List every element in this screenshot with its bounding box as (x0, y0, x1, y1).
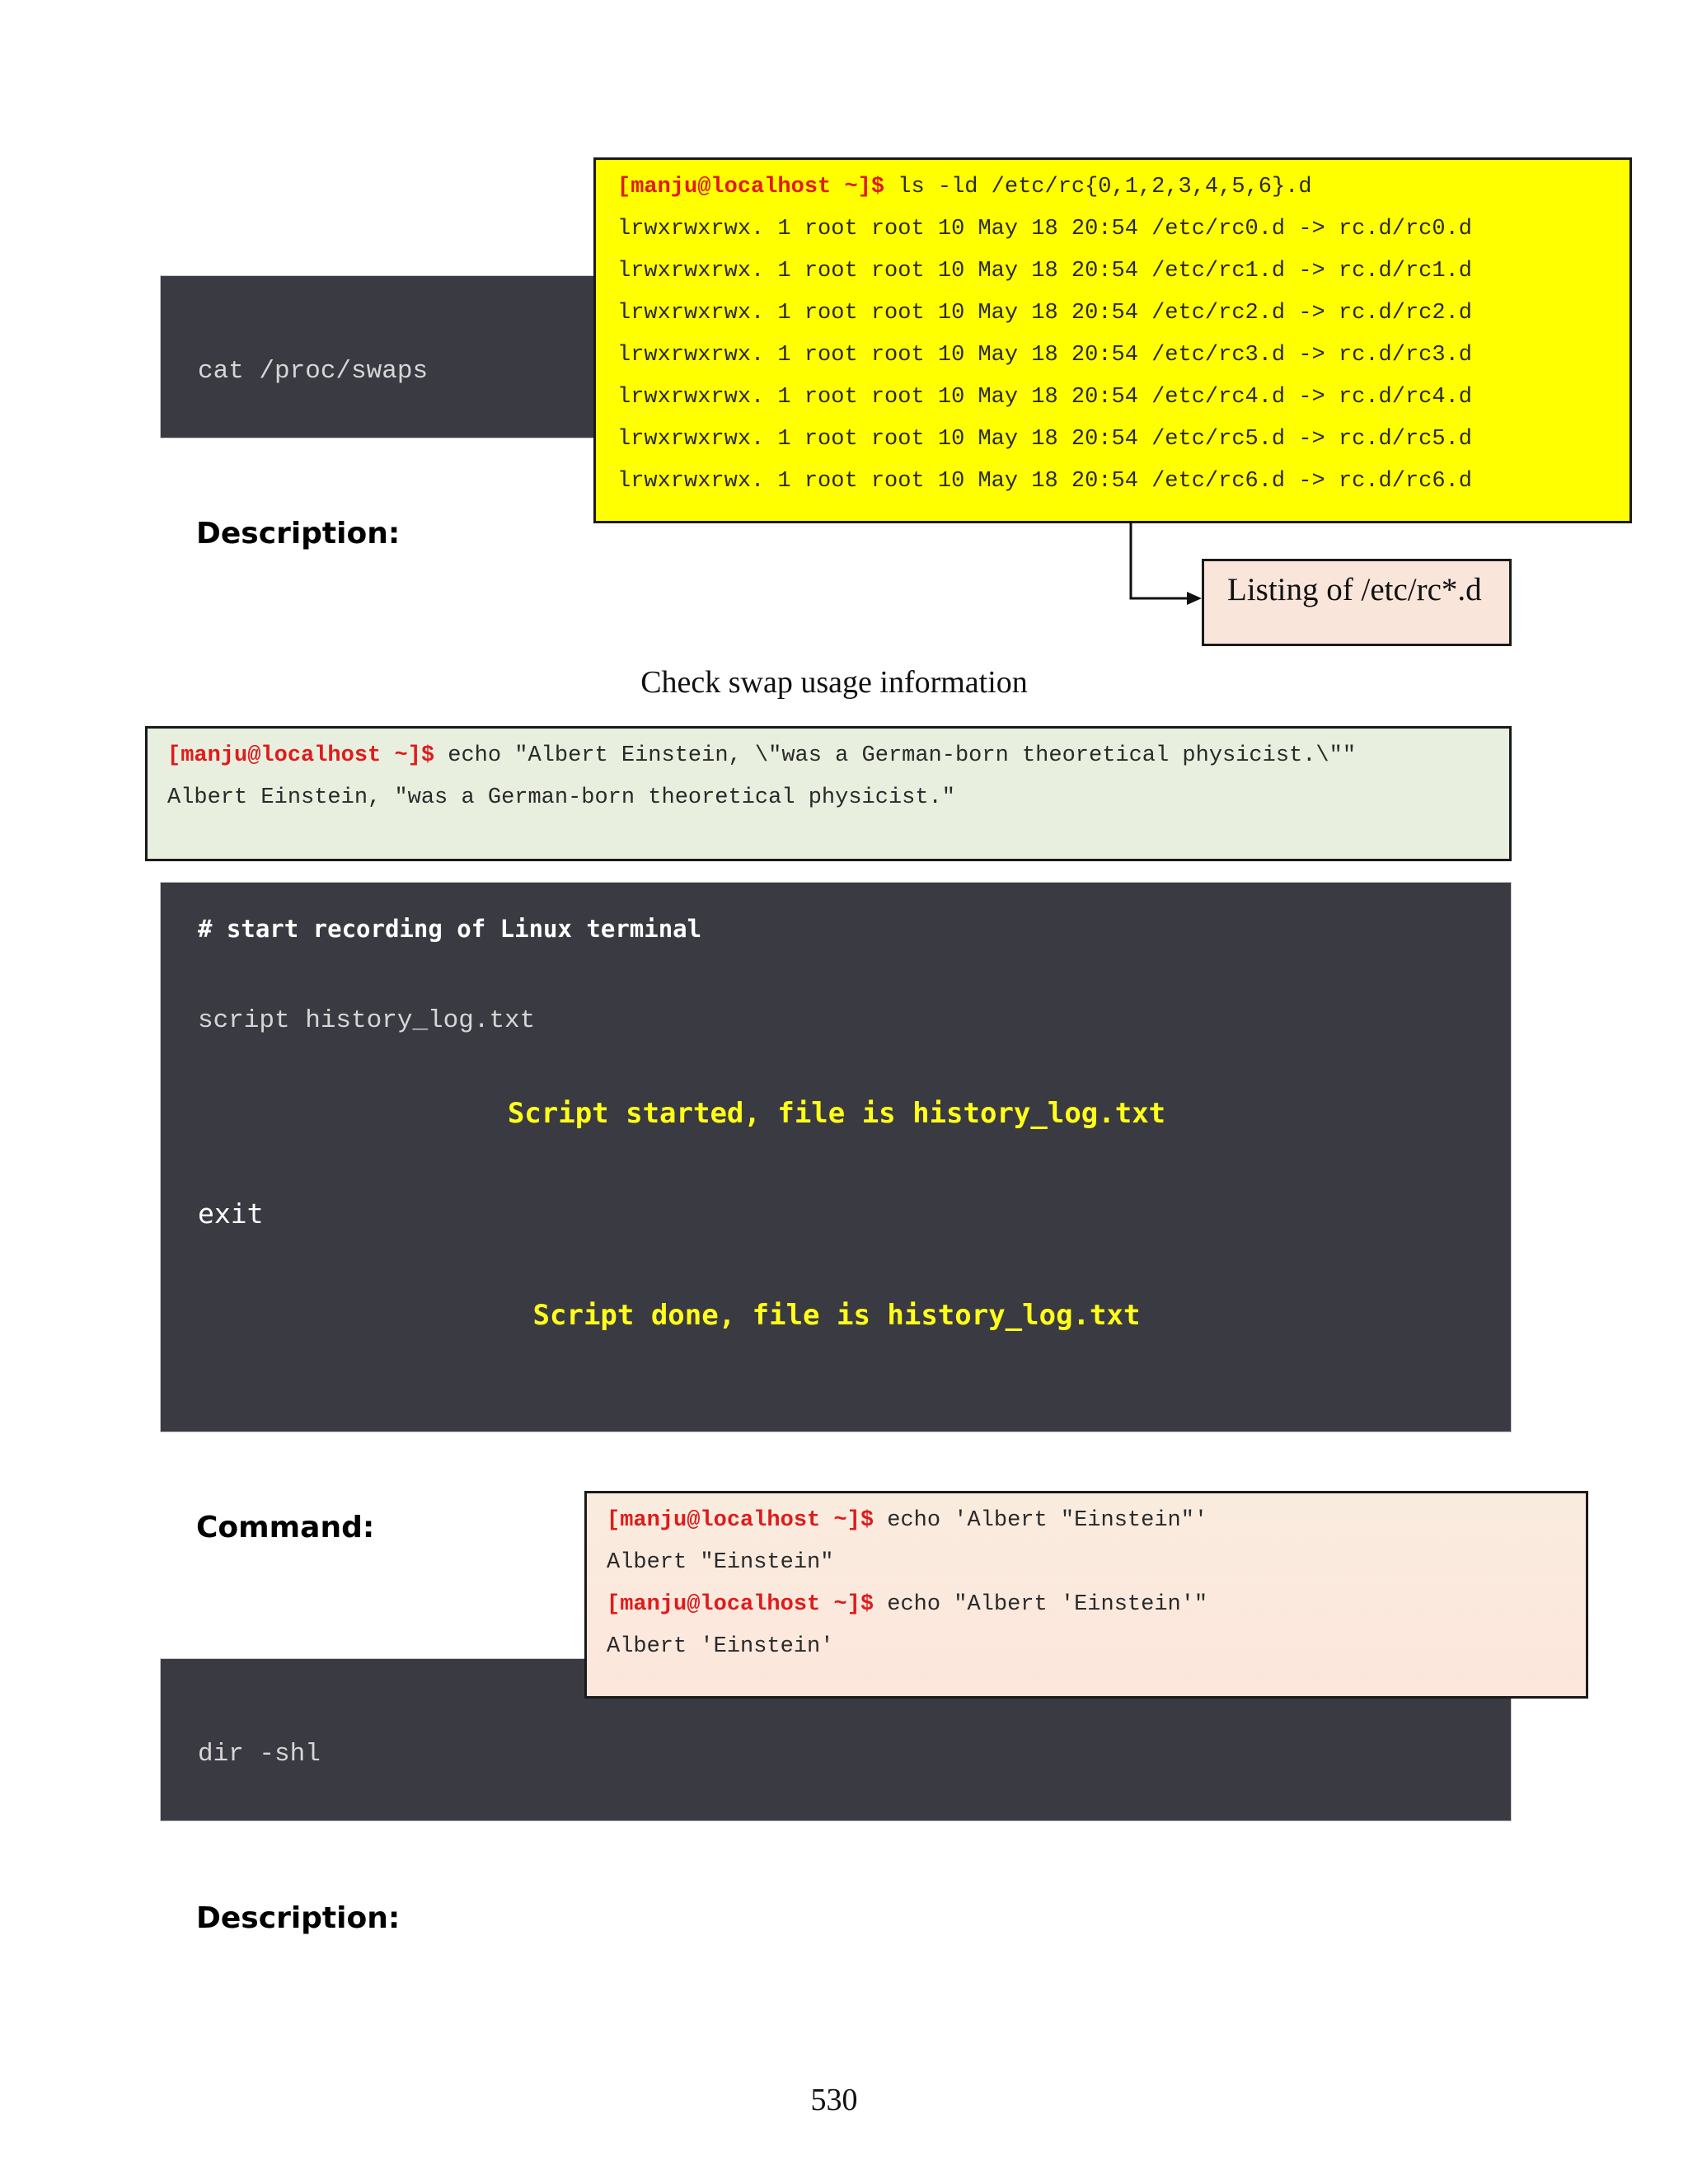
terminal-output-line: lrwxrwxrwx. 1 root root 10 May 18 20:54 /etc/rc6.d -> rc.d/rc6.d (617, 469, 1472, 494)
shell-prompt: [manju@localhost ~]$ (617, 175, 885, 199)
script-started-message: Script started, file is history_log.txt (507, 1097, 1166, 1130)
code-comment: # start recording of Linux terminal (198, 915, 702, 943)
shell-prompt: [manju@localhost ~]$ (607, 1592, 874, 1617)
terminal-output-line: lrwxrwxrwx. 1 root root 10 May 18 20:54 /etc/rc4.d -> rc.d/rc4.d (617, 385, 1472, 410)
code-dir: dir -shl (198, 1740, 321, 1769)
terminal-output-line: lrwxrwxrwx. 1 root root 10 May 18 20:54 /etc/rc1.d -> rc.d/rc1.d (617, 259, 1472, 284)
terminal-output-line: lrwxrwxrwx. 1 root root 10 May 18 20:54 /etc/rc0.d -> rc.d/rc0.d (617, 217, 1472, 241)
callout-arrow (1121, 521, 1203, 612)
terminal-command-line (167, 735, 1509, 777)
terminal-command-line (607, 1584, 1586, 1626)
terminal-echo-example (145, 726, 1512, 861)
terminal-quote-example (584, 1491, 1588, 1699)
terminal-command-line (607, 1500, 1586, 1542)
code-exit-command: exit (198, 1197, 264, 1230)
code-script-command: script history_log.txt (198, 1006, 536, 1035)
terminal-rc-listing (593, 157, 1632, 523)
terminal-output-line: Albert 'Einstein' (607, 1634, 834, 1659)
terminal-output-line: lrwxrwxrwx. 1 root root 10 May 18 20:54 /etc/rc2.d -> rc.d/rc2.d (617, 301, 1472, 326)
code-swaps: cat /proc/swaps (198, 357, 429, 386)
page-number: 530 (810, 2083, 858, 2117)
shell-command: ls -ld /etc/rc{0,1,2,3,4,5,6}.d (884, 175, 1312, 199)
command-heading: Command: (196, 1511, 375, 1544)
terminal-command-line (617, 166, 1629, 209)
shell-prompt: [manju@localhost ~]$ (607, 1508, 874, 1533)
code-block-script (160, 882, 1512, 1432)
caption-text: Check swap usage information (640, 665, 1028, 700)
terminal-output-line: Albert Einstein, "was a German-born theoretical physicist." (167, 785, 955, 810)
terminal-output-line: lrwxrwxrwx. 1 root root 10 May 18 20:54 /etc/rc5.d -> rc.d/rc5.d (617, 427, 1472, 452)
terminal-output-line: lrwxrwxrwx. 1 root root 10 May 18 20:54 /etc/rc3.d -> rc.d/rc3.d (617, 343, 1472, 368)
callout-label: Listing of /etc/rc*.d (1202, 559, 1512, 646)
shell-command: echo "Albert 'Einstein'" (874, 1592, 1208, 1617)
shell-command: echo "Albert Einstein, \"was a German-born theoretical physicist.\"" (434, 743, 1357, 768)
terminal-output-line: Albert "Einstein" (607, 1550, 834, 1575)
shell-prompt: [manju@localhost ~]$ (167, 743, 435, 768)
shell-command: echo 'Albert "Einstein"' (874, 1508, 1208, 1533)
description-heading: Description: (196, 517, 401, 551)
description-heading: Description: (196, 1901, 401, 1935)
script-done-message: Script done, file is history_log.txt (532, 1299, 1141, 1332)
